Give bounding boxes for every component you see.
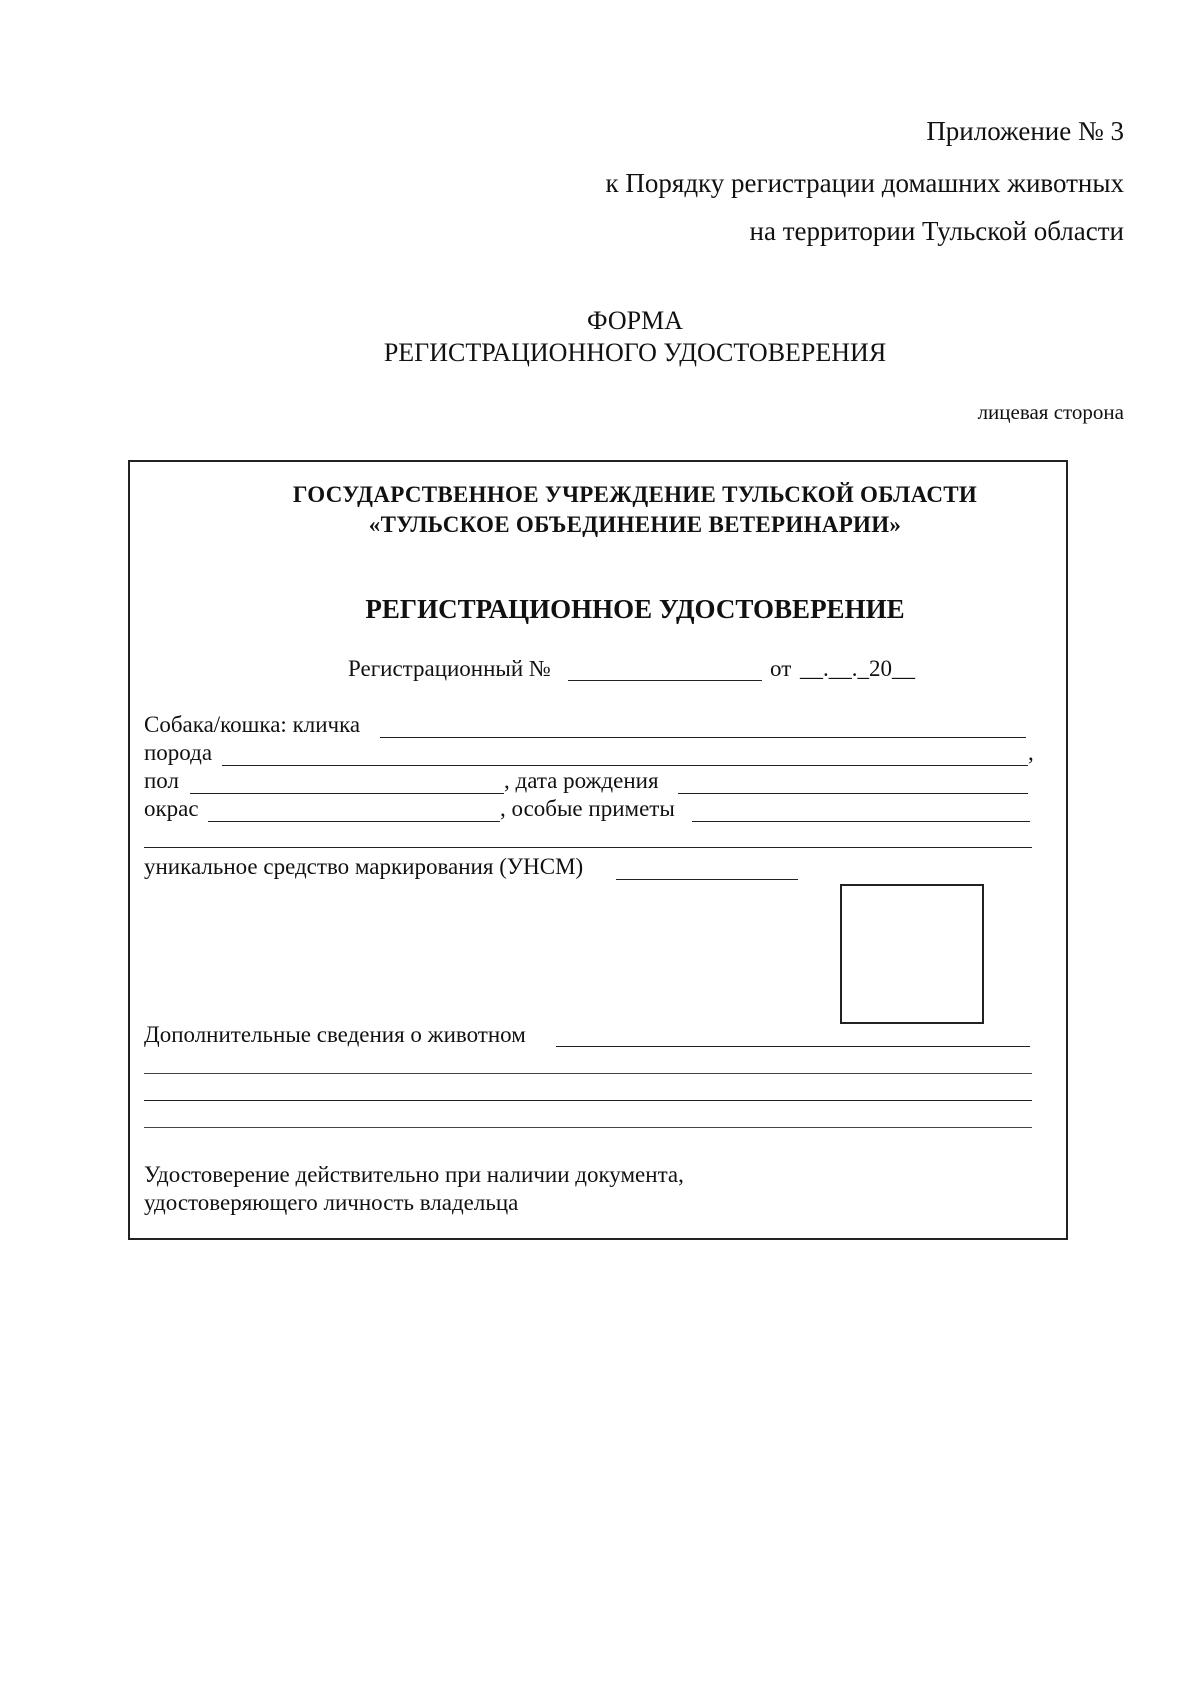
form-title-line-1: ФОРМА [587, 306, 683, 335]
registration-date-label: от [770, 656, 792, 681]
breed-label: порода [144, 740, 213, 765]
registration-date-field[interactable]: __.__._20__ [800, 656, 915, 681]
validity-note-line-1: Удостоверение действительно при наличии документа, [144, 1162, 684, 1187]
additional-info-line-3[interactable] [144, 1100, 1032, 1101]
nickname-field[interactable] [380, 737, 1026, 738]
special-marks-field[interactable] [692, 821, 1030, 822]
side-label: лицевая сторона [977, 400, 1124, 424]
breed-field[interactable] [222, 765, 1028, 766]
color-field[interactable] [208, 821, 500, 822]
additional-info-line-2[interactable] [144, 1073, 1032, 1074]
organization-name-line-1: ГОСУДАРСТВЕННОЕ УЧРЕЖДЕНИЕ ТУЛЬСКОЙ ОБЛАСТИ [292, 482, 978, 507]
marking-label: уникальное средство маркирования (УНСМ) [144, 854, 584, 879]
certificate-title: РЕГИСТРАЦИОННОЕ УДОСТОВЕРЕНИЕ [365, 594, 905, 624]
nickname-label: Собака/кошка: кличка [144, 712, 361, 737]
certificate-card [128, 460, 1068, 1240]
sex-field[interactable] [190, 793, 504, 794]
appendix-reference-line-1: к Порядку регистрации домашних животных [605, 168, 1124, 198]
birthdate-label: , дата рождения [504, 768, 659, 793]
special-marks-label: , особые приметы [500, 796, 675, 821]
organization-name-line-2: «ТУЛЬСКОЕ ОБЪЕДИНЕНИЕ ВЕТЕРИНАРИИ» [368, 512, 902, 537]
registration-number-label: Регистрационный № [348, 656, 551, 681]
appendix-reference-line-2: на территории Тульской области [749, 216, 1124, 246]
marking-field[interactable] [616, 879, 798, 880]
additional-info-field[interactable] [556, 1046, 1030, 1047]
breed-comma: , [1028, 740, 1034, 765]
additional-info-label: Дополнительные сведения о животном [144, 1022, 526, 1047]
photo-box [840, 884, 984, 1024]
sex-label: пол [144, 768, 179, 793]
additional-info-line-4[interactable] [144, 1127, 1032, 1128]
color-label: окрас [144, 796, 199, 821]
registration-number-field[interactable] [568, 680, 762, 681]
validity-note-line-2: удостоверяющего личность владельца [144, 1190, 519, 1215]
form-title-line-2: РЕГИСТРАЦИОННОГО УДОСТОВЕРЕНИЯ [383, 338, 887, 367]
birthdate-field[interactable] [678, 793, 1028, 794]
appendix-number: Приложение № 3 [926, 116, 1124, 146]
special-marks-continuation-line[interactable] [144, 847, 1032, 848]
